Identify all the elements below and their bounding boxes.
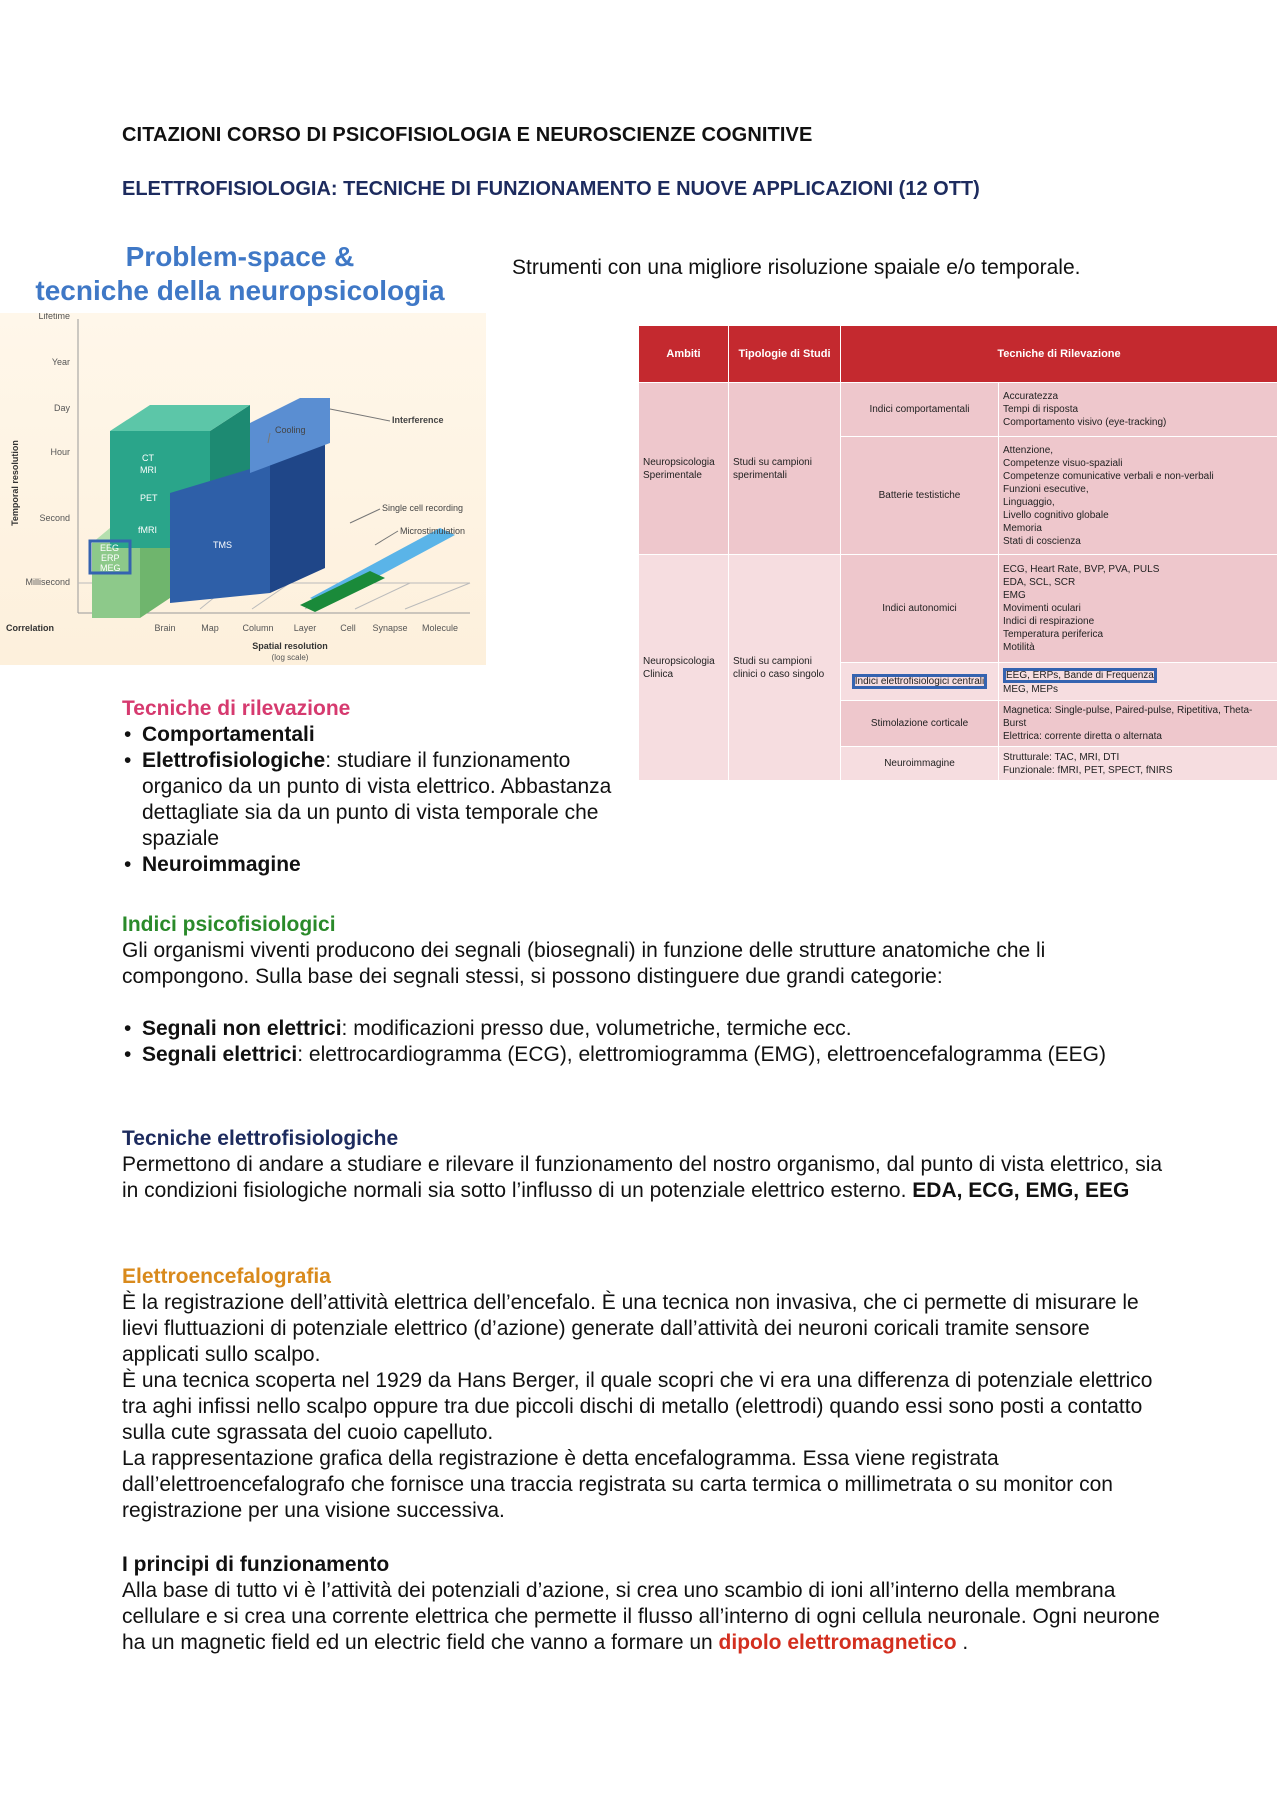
- y-tick-hour: Hour: [50, 447, 70, 457]
- list-item: • Segnali non elettrici: modificazioni presso due, volumetriche, termiche ecc.: [142, 1016, 1172, 1042]
- eeg-section: [122, 1264, 1172, 1524]
- document-title: CITAZIONI CORSO DI PSICOFISIOLOGIA E NEUROSCIENZE COGNITIVE: [122, 124, 813, 146]
- row-items: Accuratezza Tempi di risposta Comportamento visivo (eye-tracking): [999, 383, 1278, 437]
- label-erp: ERP: [101, 553, 120, 563]
- section-heading: ELETTROFISIOLOGIA: TECNICHE DI FUNZIONAMENTO E NUOVE APPLICAZIONI (12 OTT): [122, 178, 980, 200]
- tipologia-sperimentale: Studi su campioni sperimentali: [729, 383, 841, 555]
- figure-title: [0, 240, 480, 308]
- highlight-box: EEG, ERPs, Bande di Frequenza: [1003, 668, 1157, 683]
- y-axis-label: Temporal resolution: [10, 440, 20, 526]
- tipologia-clinica: Studi su campioni clinici o caso singolo: [729, 555, 841, 781]
- list-item: • Neuroimmagine: [142, 852, 622, 878]
- col-tecniche: Tecniche di Rilevazione: [841, 326, 1278, 383]
- y-tick-millisecond: Millisecond: [25, 577, 70, 587]
- techniques-table: [638, 325, 1278, 781]
- indici-text: Gli organismi viventi producono dei segnali (biosegnali) in funzione delle strutture anatomiche che li compongono. Sulla base dei segnali stessi, si possono distinguere due grandi categorie:: [122, 939, 1046, 988]
- y-tick-second: Second: [39, 513, 70, 523]
- label-pet: PET: [140, 493, 158, 503]
- label-interference: Interference: [392, 415, 444, 425]
- row-items-rest: MEG, MEPs: [1003, 683, 1059, 695]
- x-axis-sublabel: (log scale): [271, 653, 309, 662]
- elettro-title: Tecniche elettrofisiologiche: [122, 1127, 399, 1150]
- principi-section: [122, 1552, 1172, 1656]
- indici-section: [122, 912, 1172, 1068]
- x-tick-layer: Layer: [293, 623, 317, 633]
- ambito-clinica: Neuropsicologia Clinica: [639, 555, 729, 781]
- principi-text: Alla base di tutto vi è l’attività dei potenziali d’azione, si crea uno scambio di ioni all’interno della membrana cellulare e si crea una corrente elettrica che permette il flusso all’interno di ogni cellula neuronale. Ogni neurone ha un magnetic field ed un electric field che vanno a formare un dipolo elettromagnetico .: [122, 1579, 1160, 1654]
- problem-space-chart: [0, 313, 486, 665]
- col-tipologie: Tipologie di Studi: [729, 326, 841, 383]
- label-meg: MEG: [100, 563, 121, 573]
- eeg-p2: È una tecnica scoperta nel 1929 da Hans Berger, il quale scopri che vi era una differenza di potenziale elettrico tra aghi infissi nello scalpo oppure tra due piccoli dischi di metallo (elettrodi) quando essi sono posti a contatto sulla cute sgrassata del cuoio capelluto.: [122, 1369, 1153, 1444]
- row-items: Attenzione, Competenze visuo-spaziali Competenze comunicative verbali e non-verbali Funzioni esecutive, Linguaggio, Livello cognitivo globale Memoria Stati di coscienza: [999, 437, 1278, 555]
- eeg-p3: La rappresentazione grafica della registrazione è detta encefalogramma. Essa viene registrata dall’elettroencefalografo che fornisce una traccia registrata su carta termica o millimetrata o su monitor con registrazione per una visione successiva.: [122, 1447, 1113, 1522]
- list-item: • Comportamentali: [142, 722, 622, 748]
- x-tick-synapse: Synapse: [372, 623, 408, 633]
- microstim-bar: [300, 571, 385, 612]
- figure-title-line2: tecniche della neuropsicologia: [35, 275, 445, 306]
- indici-title: Indici psicofisiologici: [122, 913, 336, 936]
- row-name: Indici comportamentali: [841, 383, 999, 437]
- label-eeg: EEG: [100, 543, 120, 553]
- y-tick-day: Day: [53, 403, 70, 413]
- x-tick-map: Map: [201, 623, 219, 633]
- eeg-p1: È la registrazione dell’attività elettrica dell’encefalo. È una tecnica non invasiva, che ci permette di misurare le lievi fluttuazioni di potenziale elettrico (d’azione) generate dall’attività dei neuroni coricali tramite sensore applicati sullo scalpo.: [122, 1291, 1139, 1366]
- list-item: • Segnali elettrici: elettrocardiogramma (ECG), elettromiogramma (EMG), elettroencefalogramma (EEG): [142, 1042, 1172, 1068]
- corner-label: Correlation: [6, 623, 55, 633]
- x-axis-label: Spatial resolution: [252, 641, 328, 651]
- row-name: Neuroimmagine: [841, 747, 999, 781]
- y-tick-lifetime: Lifetime: [38, 313, 70, 321]
- figure-title-line1: Problem-space &: [125, 241, 355, 272]
- row-name: Indici autonomici: [841, 555, 999, 663]
- label-tms: TMS: [213, 540, 232, 550]
- list-item: • Elettrofisiologiche: studiare il funzionamento organico da un punto di vista elettrico. Abbastanza dettagliate sia da un punto di vista temporale che spaziale: [142, 748, 622, 852]
- label-fmri: fMRI: [138, 525, 157, 535]
- label-mri: MRI: [140, 465, 157, 475]
- row-name: Stimolazione corticale: [841, 701, 999, 747]
- col-ambiti: Ambiti: [639, 326, 729, 383]
- row-items: Strutturale: TAC, MRI, DTI Funzionale: fMRI, PET, SPECT, fNIRS: [999, 747, 1278, 781]
- figure-caption: Strumenti con una migliore risoluzione spaiale e/o temporale.: [512, 256, 1081, 279]
- tecniche-title: Tecniche di rilevazione: [122, 697, 351, 720]
- label-single-cell: Single cell recording: [382, 503, 464, 513]
- x-tick-cell: Cell: [340, 623, 356, 633]
- x-tick-column: Column: [242, 623, 274, 633]
- elettro-section: [122, 1126, 1172, 1204]
- label-microstim: Microstimulation: [400, 526, 466, 536]
- eeg-title: Elettroencefalografia: [122, 1265, 331, 1288]
- row-items: Magnetica: Single-pulse, Paired-pulse, Ripetitiva, Theta-Burst Elettrica: corrente diretta o alternata: [999, 701, 1278, 747]
- x-tick-brain: Brain: [154, 623, 176, 633]
- row-name: Batterie testistiche: [841, 437, 999, 555]
- label-cooling: Cooling: [275, 425, 306, 435]
- row-items: [999, 663, 1278, 701]
- principi-title: I principi di funzionamento: [122, 1553, 390, 1576]
- ambito-sperimentale: Neuropsicologia Sperimentale: [639, 383, 729, 555]
- tecniche-section: [122, 696, 622, 878]
- label-ct: CT: [142, 453, 154, 463]
- elettro-text: Permettono di andare a studiare e rilevare il funzionamento del nostro organismo, dal punto di vista elettrico, sia in condizioni fisiologiche normali sia sotto l’influsso di un potenziale elettrico esterno. EDA, ECG, EMG, EEG: [122, 1153, 1163, 1202]
- highlight-box: Indici elettrofisiologici centrali: [852, 674, 988, 689]
- x-tick-molecule: Molecule: [421, 623, 459, 633]
- row-name-highlight: [841, 663, 999, 701]
- row-items: ECG, Heart Rate, BVP, PVA, PULS EDA, SCL, SCR EMG Movimenti oculari Indici di respirazione Temperatura periferica Motilità: [999, 555, 1278, 663]
- y-tick-year: Year: [51, 357, 70, 367]
